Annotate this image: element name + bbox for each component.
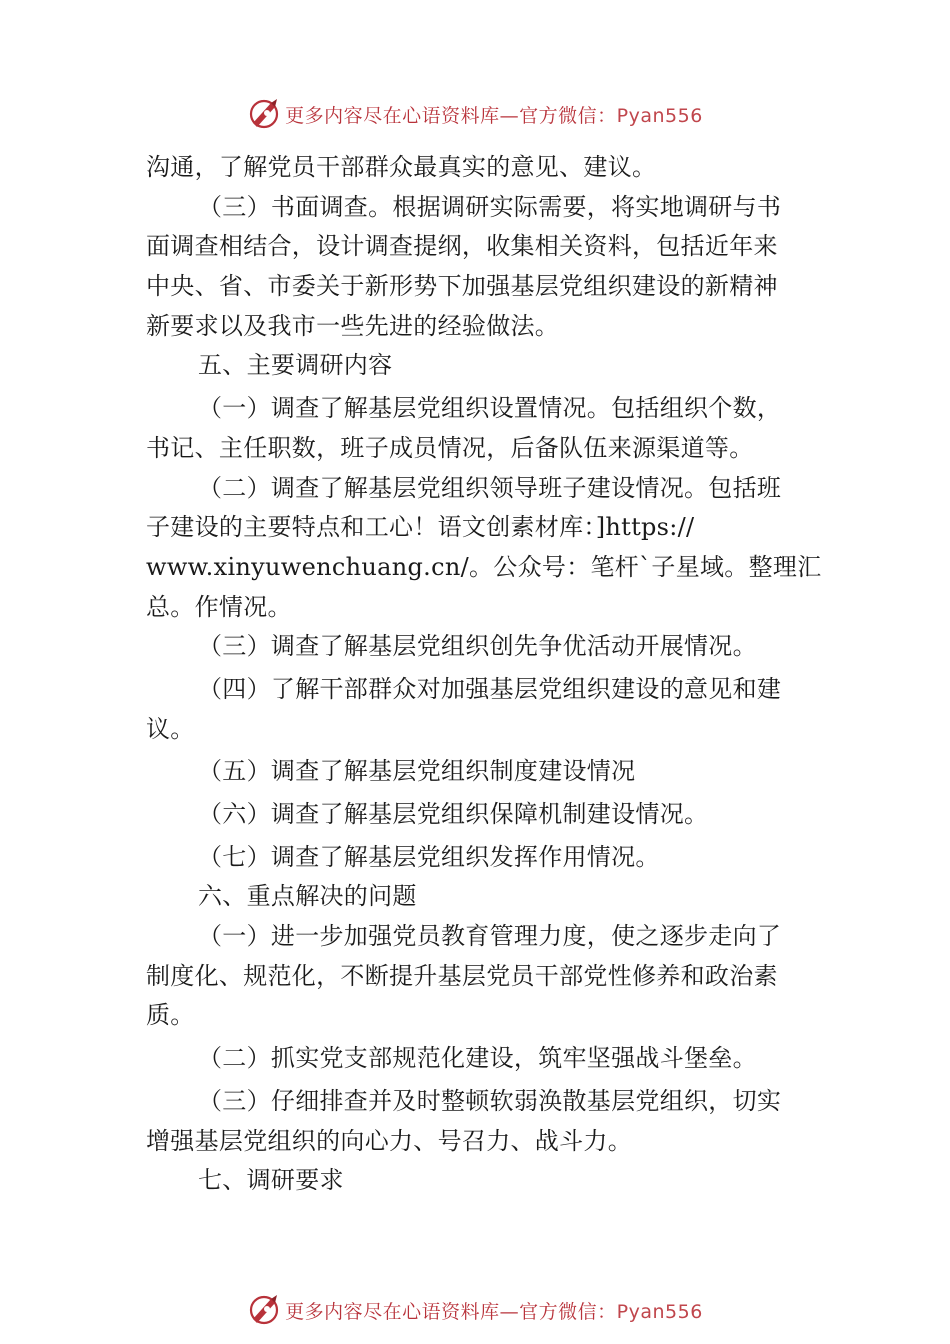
text-line: 制度化、规范化，不断提升基层党员干部党性修养和政治素 <box>146 961 778 990</box>
text-line: 沟通，了解党员干部群众最真实的意见、建议。 <box>146 153 657 181</box>
text-line: （二）抓实党支部规范化建设，筑牢坚强战斗堡垒。 <box>198 1044 757 1073</box>
text-line: 面调查相结合，设计调查提纲，收集相关资料，包括近年来 <box>146 232 778 261</box>
text-line: （一）调查了解基层党组织设置情况。包括组织个数， <box>198 394 782 423</box>
text-line: （一）进一步加强党员教育管理力度，使之逐步走向了 <box>198 922 782 951</box>
text-line: 增强基层党组织的向心力、号召力、战斗力。 <box>146 1126 632 1155</box>
pen-logo-icon <box>247 97 281 131</box>
text-line: 中央、省、市委关于新形势下加强基层党组织建设的新精神 <box>146 272 778 301</box>
text-line: www.xinyuwenchuang.cn/。公众号：笔杆`子星域。整理汇 <box>146 552 822 581</box>
text-line: （五）调查了解基层党组织制度建设情况 <box>198 757 636 786</box>
text-line: （二）调查了解基层党组织领导班子建设情况。包括班 <box>198 473 782 502</box>
pen-logo-icon <box>247 1293 281 1327</box>
text-line: 质。 <box>146 1001 195 1030</box>
text-line: （三）调查了解基层党组织创先争优活动开展情况。 <box>198 632 757 661</box>
text-line: 总。作情况。 <box>146 592 292 621</box>
document-body <box>146 148 822 1201</box>
text-line: 书记、主任职数，班子成员情况，后备队伍来源渠道等。 <box>146 433 754 462</box>
section-heading: 五、主要调研内容 <box>198 351 393 380</box>
text-line: （六）调查了解基层党组织保障机制建设情况。 <box>198 800 709 828</box>
text-line: 子建设的主要特点和工心！语文创素材库：]https:// <box>146 513 695 542</box>
text-line: 新要求以及我市一些先进的经验做法。 <box>146 311 560 340</box>
banner-text: 更多内容尽在心语资料库—官方微信：Pyan556 <box>285 104 703 127</box>
banner-account: Pyan556 <box>616 1300 703 1323</box>
text-line: （四）了解干部群众对加强基层党组织建设的意见和建 <box>198 674 782 703</box>
text-line: （三）仔细排查并及时整顿软弱涣散基层党组织，切实 <box>198 1086 782 1115</box>
text-line: （三）书面调查。根据调研实际需要，将实地调研与书 <box>198 192 782 221</box>
section-heading: 六、重点解决的问题 <box>198 882 417 911</box>
banner-account: Pyan556 <box>616 104 703 127</box>
header-banner <box>0 94 950 134</box>
banner-text: 更多内容尽在心语资料库—官方微信：Pyan556 <box>285 1300 703 1323</box>
footer-banner <box>0 1290 950 1330</box>
text-line: 议。 <box>146 714 195 743</box>
section-heading: 七、调研要求 <box>198 1166 344 1195</box>
text-line: （七）调查了解基层党组织发挥作用情况。 <box>198 842 660 871</box>
